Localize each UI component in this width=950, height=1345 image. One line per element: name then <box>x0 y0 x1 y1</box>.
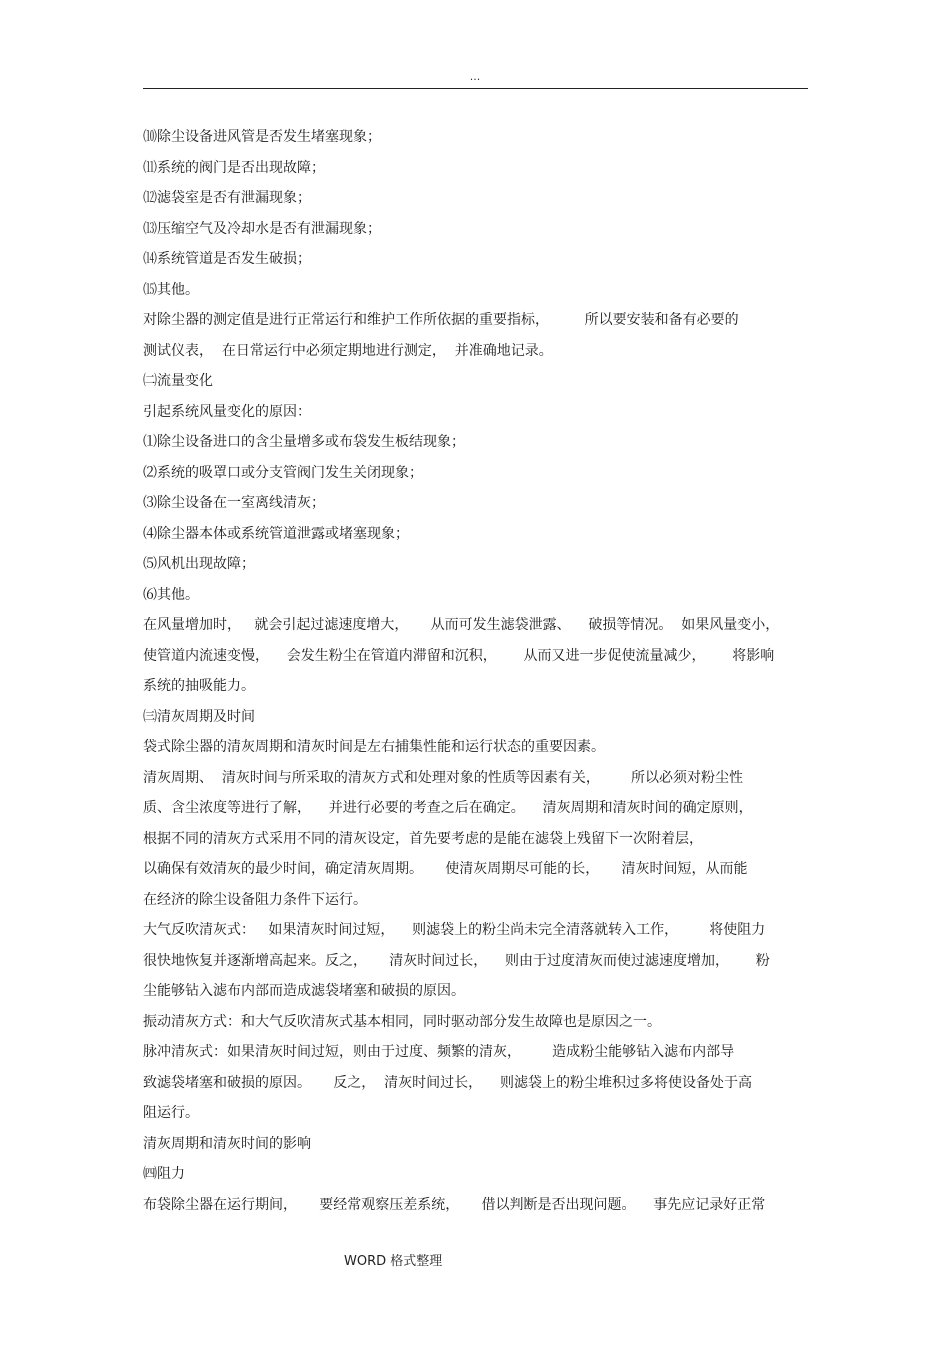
paragraph-line: 阻运行。 <box>143 1105 199 1121</box>
paragraph-line: ⑹其他。 <box>143 586 199 603</box>
paragraph-line: 系统的抽吸能力。 <box>143 678 255 694</box>
paragraph-line: ㈢清灰周期及时间 <box>143 708 255 725</box>
paragraph-line: 使管道内流速变慢， 会发生粉尘在管道内滞留和沉积， 从而又进一步促使流量减少， 将影响 <box>143 647 775 664</box>
paragraph-line: 脉冲清灰式：如果清灰时间过短，则由于过度、频繁的清灰， 造成粉尘能够钻入滤布内部导 <box>143 1044 735 1060</box>
paragraph-line: 对除尘器的测定值是进行正常运行和维护工作所依据的重要指标， 所以要安装和备有必要的 <box>143 312 739 328</box>
paragraph-line: 在风量增加时， 就会引起过滤速度增大， 从而可发生滤袋泄露、 破损等情况。 如果风量变小， <box>143 617 780 633</box>
paragraph-line: 质、含尘浓度等进行了解， 并进行必要的考查之后在确定。 清灰周期和清灰时间的确定原则， <box>143 800 753 816</box>
paragraph-line: ⑵系统的吸罩口或分支管阀门发生关闭现象； <box>143 464 423 481</box>
paragraph-line: 致滤袋堵塞和破损的原因。 反之， 清灰时间过长， 则滤袋上的粉尘堆积过多将使设备处于高 <box>143 1074 752 1091</box>
document-body <box>143 122 813 1220</box>
paragraph-line: ⑶除尘设备在一室离线清灰； <box>143 495 325 511</box>
paragraph-line: 测试仪表， 在日常运行中必须定期地进行测定， 并准确地记录。 <box>143 342 553 359</box>
paragraph-line: 布袋除尘器在运行期间， 要经常观察压差系统， 借以判断是否出现问题。 事先应记录好正常 <box>143 1196 766 1213</box>
paragraph-line: ⑿滤袋室是否有泄漏现象； <box>143 190 311 206</box>
paragraph-line: 振动清灰方式：和大气反吹清灰式基本相同，同时驱动部分发生故障也是原因之一。 <box>143 1013 661 1030</box>
footer-label: WORD 格式整理 <box>344 1254 443 1269</box>
paragraph-line: ㈡流量变化 <box>143 373 213 389</box>
paragraph-line: ⑽除尘设备进风管是否发生堵塞现象； <box>143 129 381 145</box>
paragraph-line: 根据不同的清灰方式采用不同的清灰设定，首先要考虑的是能在滤袋上残留下一次附着层， <box>143 830 703 847</box>
paragraph-line: ⑷除尘器本体或系统管道泄露或堵塞现象； <box>143 525 409 542</box>
paragraph-line: 清灰周期、 清灰时间与所采取的清灰方式和处理对象的性质等因素有关， 所以必须对粉尘性 <box>143 769 744 786</box>
paragraph-line: 尘能够钻入滤布内部而造成滤袋堵塞和破损的原因。 <box>143 983 465 999</box>
paragraph-line: ⒁系统管道是否发生破损； <box>143 251 311 267</box>
paragraph-line: 以确保有效清灰的最少时间，确定清灰周期。 使清灰周期尽可能的长， 清灰时间短，从而能 <box>143 861 748 877</box>
paragraph-line: ⑴除尘设备进口的含尘量增多或布袋发生板结现象； <box>143 434 465 450</box>
paragraph-line: ⒂其他。 <box>143 281 199 298</box>
paragraph-line: ⒀压缩空气及冷却水是否有泄漏现象； <box>143 220 381 237</box>
paragraph-line: 袋式除尘器的清灰周期和清灰时间是左右捕集性能和运行状态的重要因素。 <box>143 739 605 755</box>
header-rule <box>143 88 808 89</box>
paragraph-line: 清灰周期和清灰时间的影响 <box>143 1135 311 1152</box>
paragraph-line: 很快地恢复并逐渐增高起来。反之， 清灰时间过长， 则由于过度清灰而使过滤速度增加， 粉 <box>143 952 770 969</box>
paragraph-line: 引起系统风量变化的原因： <box>143 403 311 420</box>
paragraph-line: ⑸风机出现故障； <box>143 556 255 572</box>
paragraph-line: ㈣阻力 <box>143 1166 185 1182</box>
paragraph-line: 大气反吹清灰式： 如果清灰时间过短， 则滤袋上的粉尘尚未完全清落就转入工作， 将使阻力 <box>143 922 766 938</box>
paragraph-line: 在经济的除尘设备阻力条件下运行。 <box>143 891 367 908</box>
header-ellipsis: ... <box>469 70 481 83</box>
paragraph-line: ⑾系统的阀门是否出现故障； <box>143 159 325 176</box>
